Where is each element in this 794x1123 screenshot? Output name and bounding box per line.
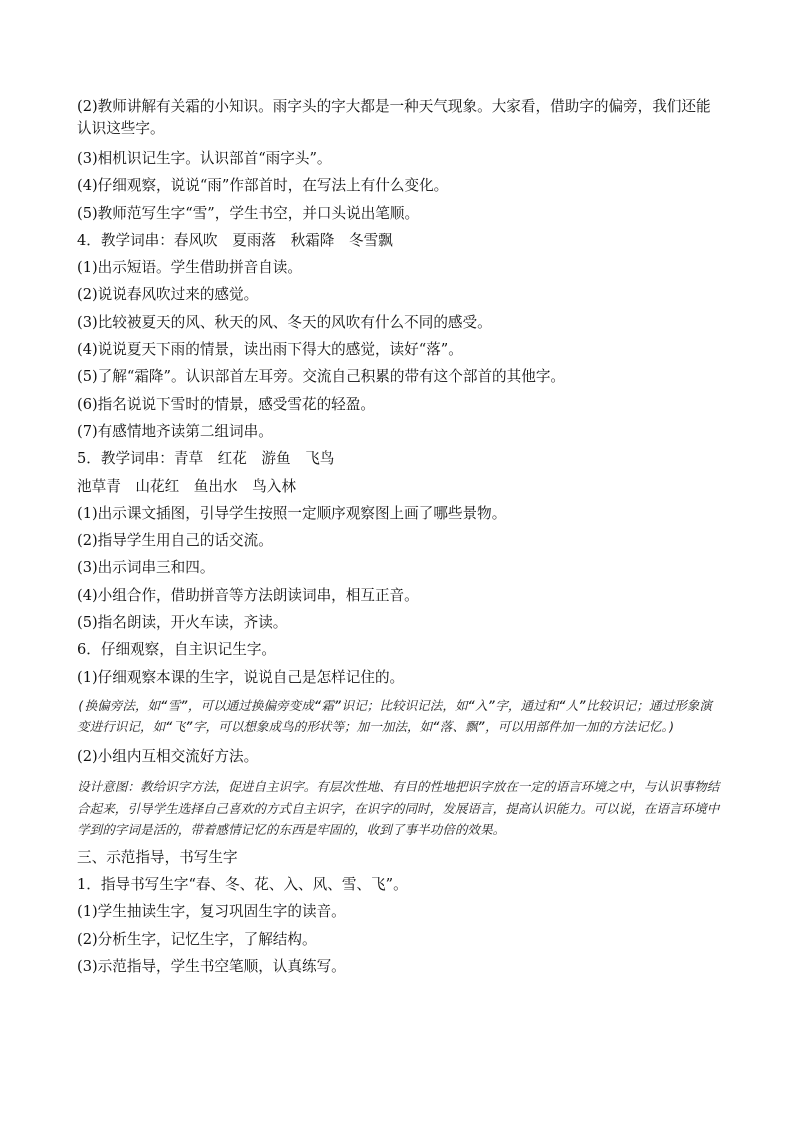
design-intent: 设计意图：教给识字方法，促进自主识字。有层次性地、有目的性地把识字放在一定的语言环境之中，与认识事物结合起来，引导学生选择自己喜欢的方式自主识字，在识字的同时，发展语言，提高认识能力。可以说，在语言环境中学到的字词是活的，带着感情记忆的东西是牢固的，收到了事半功倍的效果。 xyxy=(77,779,720,838)
paragraph: (1)出示课文插图，引导学生按照一定顺序观察图上画了哪些景物。 xyxy=(77,504,507,522)
paragraph: 5．教学词串：青草 红花 游鱼 飞鸟 xyxy=(77,450,335,468)
paragraph: 池草青 山花红 鱼出水 鸟入林 xyxy=(77,477,296,495)
paragraph: (4)仔细观察，说说“雨”作部首时，在写法上有什么变化。 xyxy=(77,177,449,195)
paragraph: (1)仔细观察本课的生字，说说自己是怎样记住的。 xyxy=(77,668,405,686)
paragraph: (2)小组内互相交流好方法。 xyxy=(77,747,259,765)
paragraph: (2)指导学生用自己的话交流。 xyxy=(77,532,273,550)
paragraph: (3)示范指导，学生书空笔顺，认真练写。 xyxy=(77,957,346,975)
paragraph: (1)出示短语。学生借助拼音自读。 xyxy=(77,259,302,277)
paragraph: (5)指名朗读，开火车读，齐读。 xyxy=(77,614,288,632)
paragraph: (4)小组合作，借助拼音等方法朗读词串，相互正音。 xyxy=(77,586,419,604)
paragraph: 4．教学词串：春风吹 夏雨落 秋霜降 冬雪飘 xyxy=(77,231,393,249)
paragraph: (5)了解“霜降”。认识部首左耳旁。交流自己积累的带有这个部首的其他字。 xyxy=(77,368,566,386)
document-body xyxy=(77,96,722,980)
section-heading: 三、示范指导，书写生字 xyxy=(77,848,238,866)
paragraph: 6．仔细观察，自主识记生字。 xyxy=(77,641,277,659)
method-note: (换偏旁法，如“雪”，可以通过换偏旁变成“霜”识记；比较识记法，如“入”字，通过和“人”比较识记；通过形象演变进行识记，如“飞”字，可以想象成鸟的形状等；加一加法，如“落、飘”，可以用部件加一加的方法记忆。) xyxy=(77,697,712,735)
paragraph: (2)分析生字，记忆生字，了解结构。 xyxy=(77,930,317,948)
paragraph: (2)说说春风吹过来的感觉。 xyxy=(77,286,259,304)
paragraph: (3)比较被夏天的风、秋天的风、冬天的风吹有什么不同的感受。 xyxy=(77,313,492,331)
paragraph: (7)有感情地齐读第二组词串。 xyxy=(77,422,273,440)
paragraph: (3)相机识记生字。认识部首“雨字头”。 xyxy=(77,150,332,167)
paragraph: (6)指名说说下雪时的情景，感受雪花的轻盈。 xyxy=(77,395,375,413)
paragraph: (4)说说夏天下雨的情景，读出雨下得大的感觉，读好“落”。 xyxy=(77,341,463,359)
paragraph: 1．指导书写生字“春、冬、花、入、风、雪、飞”。 xyxy=(77,876,408,894)
paragraph: (2)教师讲解有关霜的小知识。雨字头的字大都是一种天气现象。大家看，借助字的偏旁，我们还能认识这些字。 xyxy=(77,98,711,137)
paragraph: (3)出示词串三和四。 xyxy=(77,559,215,577)
paragraph: (5)教师范写生字“雪”，学生书空，并口头说出笔顺。 xyxy=(77,204,420,222)
paragraph: (1)学生抽读生字，复习巩固生字的读音。 xyxy=(77,903,346,921)
